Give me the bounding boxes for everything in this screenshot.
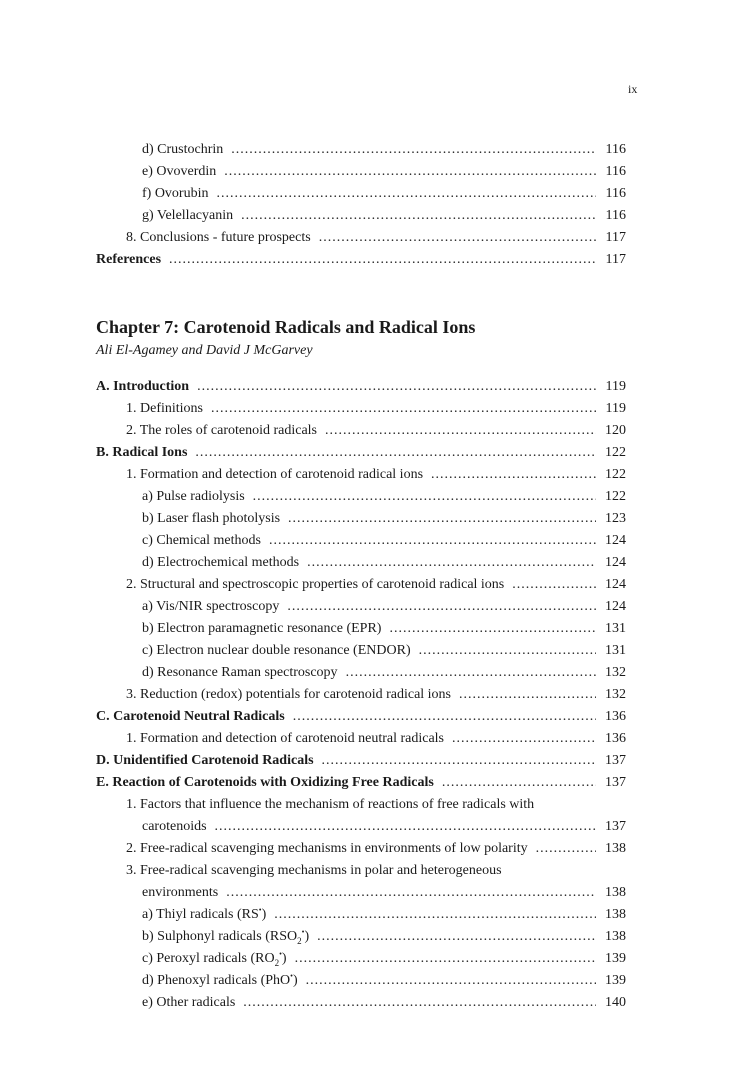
toc-entry[interactable] xyxy=(96,161,626,183)
leader-dots xyxy=(319,227,596,249)
toc-entry-page: 138 xyxy=(605,885,626,900)
toc-entry[interactable] xyxy=(96,728,626,750)
toc-entry-page: 136 xyxy=(605,709,626,724)
toc-entry-page: 124 xyxy=(605,577,626,592)
leader-dots xyxy=(243,992,596,1014)
toc-entry[interactable] xyxy=(96,926,626,948)
toc-entry[interactable] xyxy=(96,398,626,420)
leader-dots xyxy=(419,640,596,662)
toc-entry-page: 132 xyxy=(605,687,626,702)
toc-entry-page: 116 xyxy=(605,208,626,223)
toc-entry[interactable] xyxy=(96,662,626,684)
toc-entry-label: 2. Free-radical scavenging mechanisms in environments of low polarity xyxy=(126,841,528,856)
toc-entry-page: 116 xyxy=(605,186,626,201)
toc-entry-page: 122 xyxy=(605,467,626,482)
toc-entry[interactable] xyxy=(96,684,626,706)
leader-dots xyxy=(269,530,596,552)
toc-entry-label: 8. Conclusions - future prospects xyxy=(126,230,311,245)
leader-dots xyxy=(307,552,596,574)
toc-entry-label: e) Ovoverdin xyxy=(142,164,217,179)
leader-dots xyxy=(231,139,596,161)
toc-entry[interactable] xyxy=(96,420,626,442)
toc-entry-label: e) Other radicals xyxy=(142,995,236,1010)
leader-dots xyxy=(452,728,596,750)
toc-previous-chapter-tail xyxy=(96,139,626,271)
toc-entry[interactable] xyxy=(96,574,626,596)
leader-dots xyxy=(389,618,596,640)
toc-entry[interactable] xyxy=(96,205,626,227)
toc-entry[interactable] xyxy=(96,486,626,508)
toc-entry-label: c) Peroxyl radicals $(RO_2^•)$ xyxy=(142,949,287,968)
leader-dots xyxy=(322,750,596,772)
toc-entry-page: 139 xyxy=(605,951,626,966)
toc-entry-page: 137 xyxy=(605,819,626,834)
toc-entry-page: 138 xyxy=(605,841,626,856)
leader-dots xyxy=(169,249,596,271)
toc-entry[interactable] xyxy=(96,139,626,161)
toc-entry-page: 117 xyxy=(605,230,626,245)
toc-entry-page: 136 xyxy=(605,731,626,746)
leader-dots xyxy=(211,398,596,420)
toc-entry[interactable] xyxy=(96,530,626,552)
toc-entry-page: 116 xyxy=(605,142,626,157)
toc-entry-label: 1. Definitions xyxy=(126,401,203,416)
toc-section[interactable] xyxy=(96,750,626,772)
toc-entry-label: 2. The roles of carotenoid radicals xyxy=(126,423,318,438)
toc-entry-label: 1. Factors that influence the mechanism of reactions of free radicals with xyxy=(126,797,535,812)
toc-entry-line-2[interactable] xyxy=(96,882,626,904)
toc-entry-label: a) Pulse radiolysis xyxy=(142,489,245,504)
toc-entry-page: 124 xyxy=(605,555,626,570)
toc-entry-references[interactable] xyxy=(96,249,626,271)
leader-dots xyxy=(197,376,596,398)
toc-entry-page: 119 xyxy=(605,401,626,416)
toc-entry-line-1[interactable] xyxy=(96,860,626,882)
leader-dots xyxy=(226,882,596,904)
toc-entry[interactable] xyxy=(96,552,626,574)
toc-entry-label: b) Electron paramagnetic resonance (EPR) xyxy=(142,621,382,636)
toc-entry-page: 137 xyxy=(605,775,626,790)
toc-entry-label: d) Phenoxyl radicals (PhO•) xyxy=(142,971,298,988)
toc-entry-label-continued: carotenoids xyxy=(142,819,207,834)
toc-entry-label: a) Thiyl radicals (RS•) xyxy=(142,905,267,922)
toc-entry-label: d) Resonance Raman spectroscopy xyxy=(142,665,338,680)
toc-entry-page: 140 xyxy=(605,995,626,1010)
leader-dots xyxy=(346,662,596,684)
toc-entry-line-1[interactable] xyxy=(96,794,626,816)
toc-section[interactable] xyxy=(96,772,626,794)
leader-dots xyxy=(215,816,596,838)
toc-entry-label: a) Vis/NIR spectroscopy xyxy=(142,599,280,614)
toc-entry-page: 116 xyxy=(605,164,626,179)
leader-dots xyxy=(293,706,596,728)
toc-entry-label: 3. Free-radical scavenging mechanisms in polar and heterogeneous xyxy=(126,863,502,878)
toc-entry-label: 1. Formation and detection of carotenoid radical ions xyxy=(126,467,424,482)
toc-entry[interactable] xyxy=(96,970,626,992)
toc-entry-page: 132 xyxy=(605,665,626,680)
toc-entry-label: E. Reaction of Carotenoids with Oxidizing Free Radicals xyxy=(96,775,434,790)
toc-entry[interactable] xyxy=(96,183,626,205)
leader-dots xyxy=(217,183,597,205)
toc-entry-page: 124 xyxy=(605,533,626,548)
toc-entry-label: 1. Formation and detection of carotenoid neutral radicals xyxy=(126,731,445,746)
toc-entry-label: C. Carotenoid Neutral Radicals xyxy=(96,709,285,724)
toc-entry[interactable] xyxy=(96,464,626,486)
chapter-title: Chapter 7: Carotenoid Radicals and Radical Ions xyxy=(96,317,476,337)
leader-dots xyxy=(317,926,596,948)
toc-entry-label-continued: environments xyxy=(142,885,219,900)
toc-entry[interactable] xyxy=(96,948,626,970)
toc-entry-label: 2. Structural and spectroscopic properties of carotenoid radical ions xyxy=(126,577,505,592)
toc-entry-label: d) Electrochemical methods xyxy=(142,555,300,570)
toc-entry-page: 139 xyxy=(605,973,626,988)
toc-entry-label: d) Crustochrin xyxy=(142,142,224,157)
toc-entry[interactable] xyxy=(96,640,626,662)
leader-dots xyxy=(325,420,596,442)
toc-entry-label: f) Ovorubin xyxy=(142,186,209,201)
toc-entry[interactable] xyxy=(96,992,626,1014)
leader-dots xyxy=(253,486,596,508)
leader-dots xyxy=(431,464,596,486)
chapter-authors: Ali El-Agamey and David J McGarvey xyxy=(96,343,313,358)
leader-dots xyxy=(459,684,596,706)
toc-entry-page: 131 xyxy=(605,621,626,636)
toc-entry-page: 124 xyxy=(605,599,626,614)
toc-entry[interactable] xyxy=(96,838,626,860)
toc-entry-page: 123 xyxy=(605,511,626,526)
toc-entry-label: D. Unidentified Carotenoid Radicals xyxy=(96,753,314,768)
toc-chapter-7 xyxy=(96,376,626,1014)
leader-dots xyxy=(288,508,596,530)
leader-dots xyxy=(536,838,596,860)
page-number: ix xyxy=(628,82,638,96)
toc-entry-page: 138 xyxy=(605,929,626,944)
leader-dots xyxy=(512,574,596,596)
toc-section[interactable] xyxy=(96,706,626,728)
toc-entry[interactable] xyxy=(96,508,626,530)
toc-entry[interactable] xyxy=(96,596,626,618)
toc-entry-page: 119 xyxy=(605,379,626,394)
toc-entry-label: b) Laser flash photolysis xyxy=(142,511,281,526)
toc-entry-page: 122 xyxy=(605,489,626,504)
toc-entry-label: B. Radical Ions xyxy=(96,445,188,460)
leader-dots xyxy=(195,442,596,464)
toc-entry-label: c) Chemical methods xyxy=(142,533,261,548)
toc-section[interactable] xyxy=(96,442,626,464)
toc-entry-page: 120 xyxy=(605,423,626,438)
toc-entry[interactable] xyxy=(96,904,626,926)
toc-entry-label: c) Electron nuclear double resonance (ENDOR) xyxy=(142,643,411,658)
toc-section[interactable] xyxy=(96,376,626,398)
toc-entry-page: 138 xyxy=(605,907,626,922)
toc-entry-label: g) Velellacyanin xyxy=(142,208,234,223)
toc-entry-page: 122 xyxy=(605,445,626,460)
toc-entry-label: A. Introduction xyxy=(96,379,190,394)
toc-entry-page: 131 xyxy=(605,643,626,658)
toc-entry[interactable] xyxy=(96,618,626,640)
toc-entry-page: 137 xyxy=(605,753,626,768)
toc-entry-label: 3. Reduction (redox) potentials for carotenoid radical ions xyxy=(126,687,452,702)
leader-dots xyxy=(241,205,596,227)
leader-dots xyxy=(224,161,596,183)
leader-dots xyxy=(287,596,596,618)
toc-entry-label: References xyxy=(96,252,162,267)
toc-entry[interactable] xyxy=(96,227,626,249)
toc-entry-page: 117 xyxy=(605,252,626,267)
leader-dots xyxy=(295,948,596,970)
leader-dots xyxy=(442,772,596,794)
toc-entry-label: b) Sulphonyl radicals $(RSO_2^•)$ xyxy=(142,927,310,946)
leader-dots xyxy=(306,970,596,992)
leader-dots xyxy=(274,904,596,926)
toc-entry-line-2[interactable] xyxy=(96,816,626,838)
